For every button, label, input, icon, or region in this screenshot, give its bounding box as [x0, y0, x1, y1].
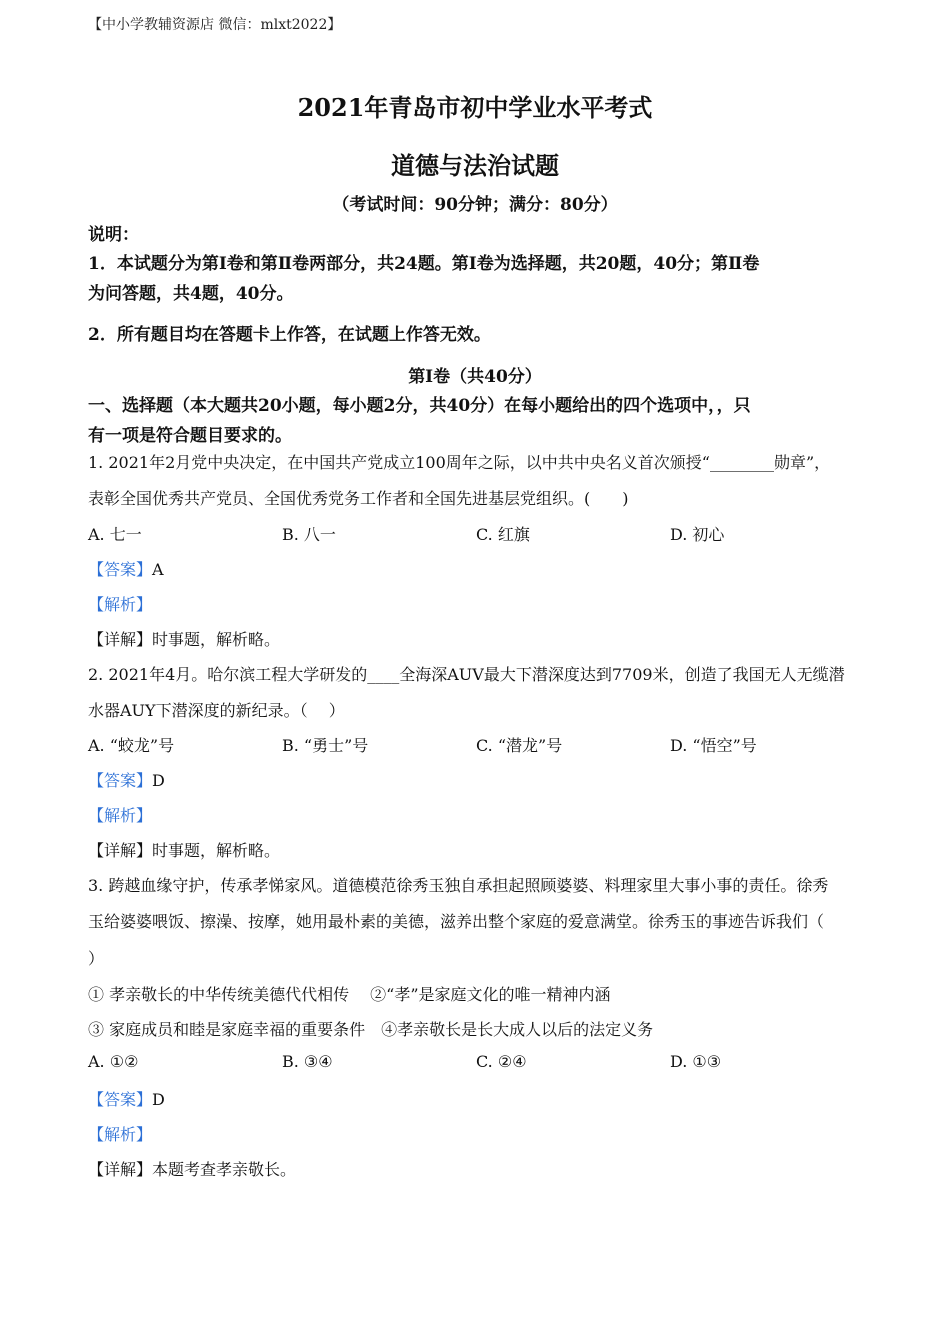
question-2-option-c: C. “潜龙”号	[476, 736, 563, 755]
section-intro-line-2: 有一项是符合题目要求的。	[88, 426, 292, 446]
question-2-option-b: B. “勇士”号	[282, 736, 369, 755]
exam-time-note: （考试时间：90分钟；满分：80分）	[332, 195, 618, 215]
instruction-1-line-1: 1．本试题分为第Ⅰ卷和第Ⅱ卷两部分，共24题。第Ⅰ卷为选择题，共20题，40分；第Ⅱ卷	[88, 254, 760, 274]
question-1-answer	[88, 557, 164, 580]
question-3-option-c: C. ②④	[476, 1052, 527, 1071]
question-3-answer	[88, 1087, 165, 1110]
question-3-line-2: 玉给婆婆喂饭、擦澡、按摩，她用最朴素的美德，滋养出整个家庭的爱意满堂。徐秀玉的事迹告诉我们（	[88, 912, 825, 931]
question-1-line-1: 1. 2021年2月党中央决定，在中国共产党成立100周年之际，以中共中央名义首次颁授“________勋章”，	[88, 453, 831, 472]
exam-title: 2021年青岛市初中学业水平考式	[297, 93, 653, 122]
instruction-1-line-2: 为问答题，共4题，40分。	[88, 284, 294, 304]
detail-text: 本题考查孝亲敬长。	[152, 1160, 297, 1179]
answer-value: D	[152, 1090, 165, 1109]
question-3-option-a: A. ①②	[88, 1052, 139, 1071]
question-1-analysis-label: 【解析】	[88, 595, 153, 614]
detail-label: 【详解】	[88, 841, 153, 860]
instructions-heading: 说明：	[88, 225, 139, 245]
question-2-line-2: 水器AUY下潜深度的新纪录。（ ）	[88, 701, 345, 720]
question-1-option-a: A. 七一	[88, 525, 142, 544]
detail-label: 【详解】	[88, 630, 153, 649]
question-1-option-d: D. 初心	[670, 525, 725, 544]
detail-text: 时事题，解析略。	[152, 630, 281, 649]
watermark: 【中小学教辅资源店 微信：mlxt2022】	[88, 17, 342, 33]
question-2-line-1: 2. 2021年4月。哈尔滨工程大学研发的____全海深AUV最大下潜深度达到7709米，创造了我国无人无缆潜	[88, 665, 845, 684]
question-2-option-d: D. “悟空”号	[670, 736, 757, 755]
question-3-line-3: ）	[88, 949, 105, 968]
exam-subtitle: 道德与法治试题	[391, 151, 559, 180]
question-2-option-a: A. “蛟龙”号	[88, 736, 175, 755]
detail-text: 时事题，解析略。	[152, 841, 281, 860]
question-2-answer	[88, 768, 165, 791]
question-1-option-b: B. 八一	[282, 525, 336, 544]
question-1-detail	[88, 627, 280, 650]
question-3-option-d: D. ①③	[670, 1052, 722, 1071]
question-3-option-b: B. ③④	[282, 1052, 333, 1071]
answer-label: 【答案】	[88, 1090, 153, 1109]
question-1-line-2: 表彰全国优秀共产党员、全国优秀党务工作者和全国先进基层党组织。( )	[88, 489, 629, 508]
question-2-detail	[88, 838, 280, 861]
answer-value: A	[152, 560, 164, 579]
section-intro-line-1: 一、选择题（本大题共20小题，每小题2分，共40分）在每小题给出的四个选项中，，只	[88, 396, 751, 416]
question-3-statement-2: ③ 家庭成员和睦是家庭幸福的重要条件 ④孝亲敬长是长大成人以后的法定义务	[88, 1020, 654, 1039]
answer-label: 【答案】	[88, 771, 153, 790]
question-3-detail	[88, 1157, 296, 1180]
section-heading: 第Ⅰ卷（共40分）	[408, 367, 542, 387]
instruction-2: 2．所有题目均在答题卡上作答，在试题上作答无效。	[88, 325, 491, 345]
answer-label: 【答案】	[88, 560, 153, 579]
answer-value: D	[152, 771, 165, 790]
question-3-analysis-label: 【解析】	[88, 1125, 153, 1144]
detail-label: 【详解】	[88, 1160, 153, 1179]
question-2-analysis-label: 【解析】	[88, 806, 153, 825]
question-1-option-c: C. 红旗	[476, 525, 530, 544]
question-3-line-1: 3. 跨越血缘守护，传承孝悌家风。道德模范徐秀玉独自承担起照顾婆婆、料理家里大事小事的责任。徐秀	[88, 876, 829, 895]
question-3-statement-1: ① 孝亲敬长的中华传统美德代代相传 ②“孝”是家庭文化的唯一精神内涵	[88, 985, 611, 1004]
